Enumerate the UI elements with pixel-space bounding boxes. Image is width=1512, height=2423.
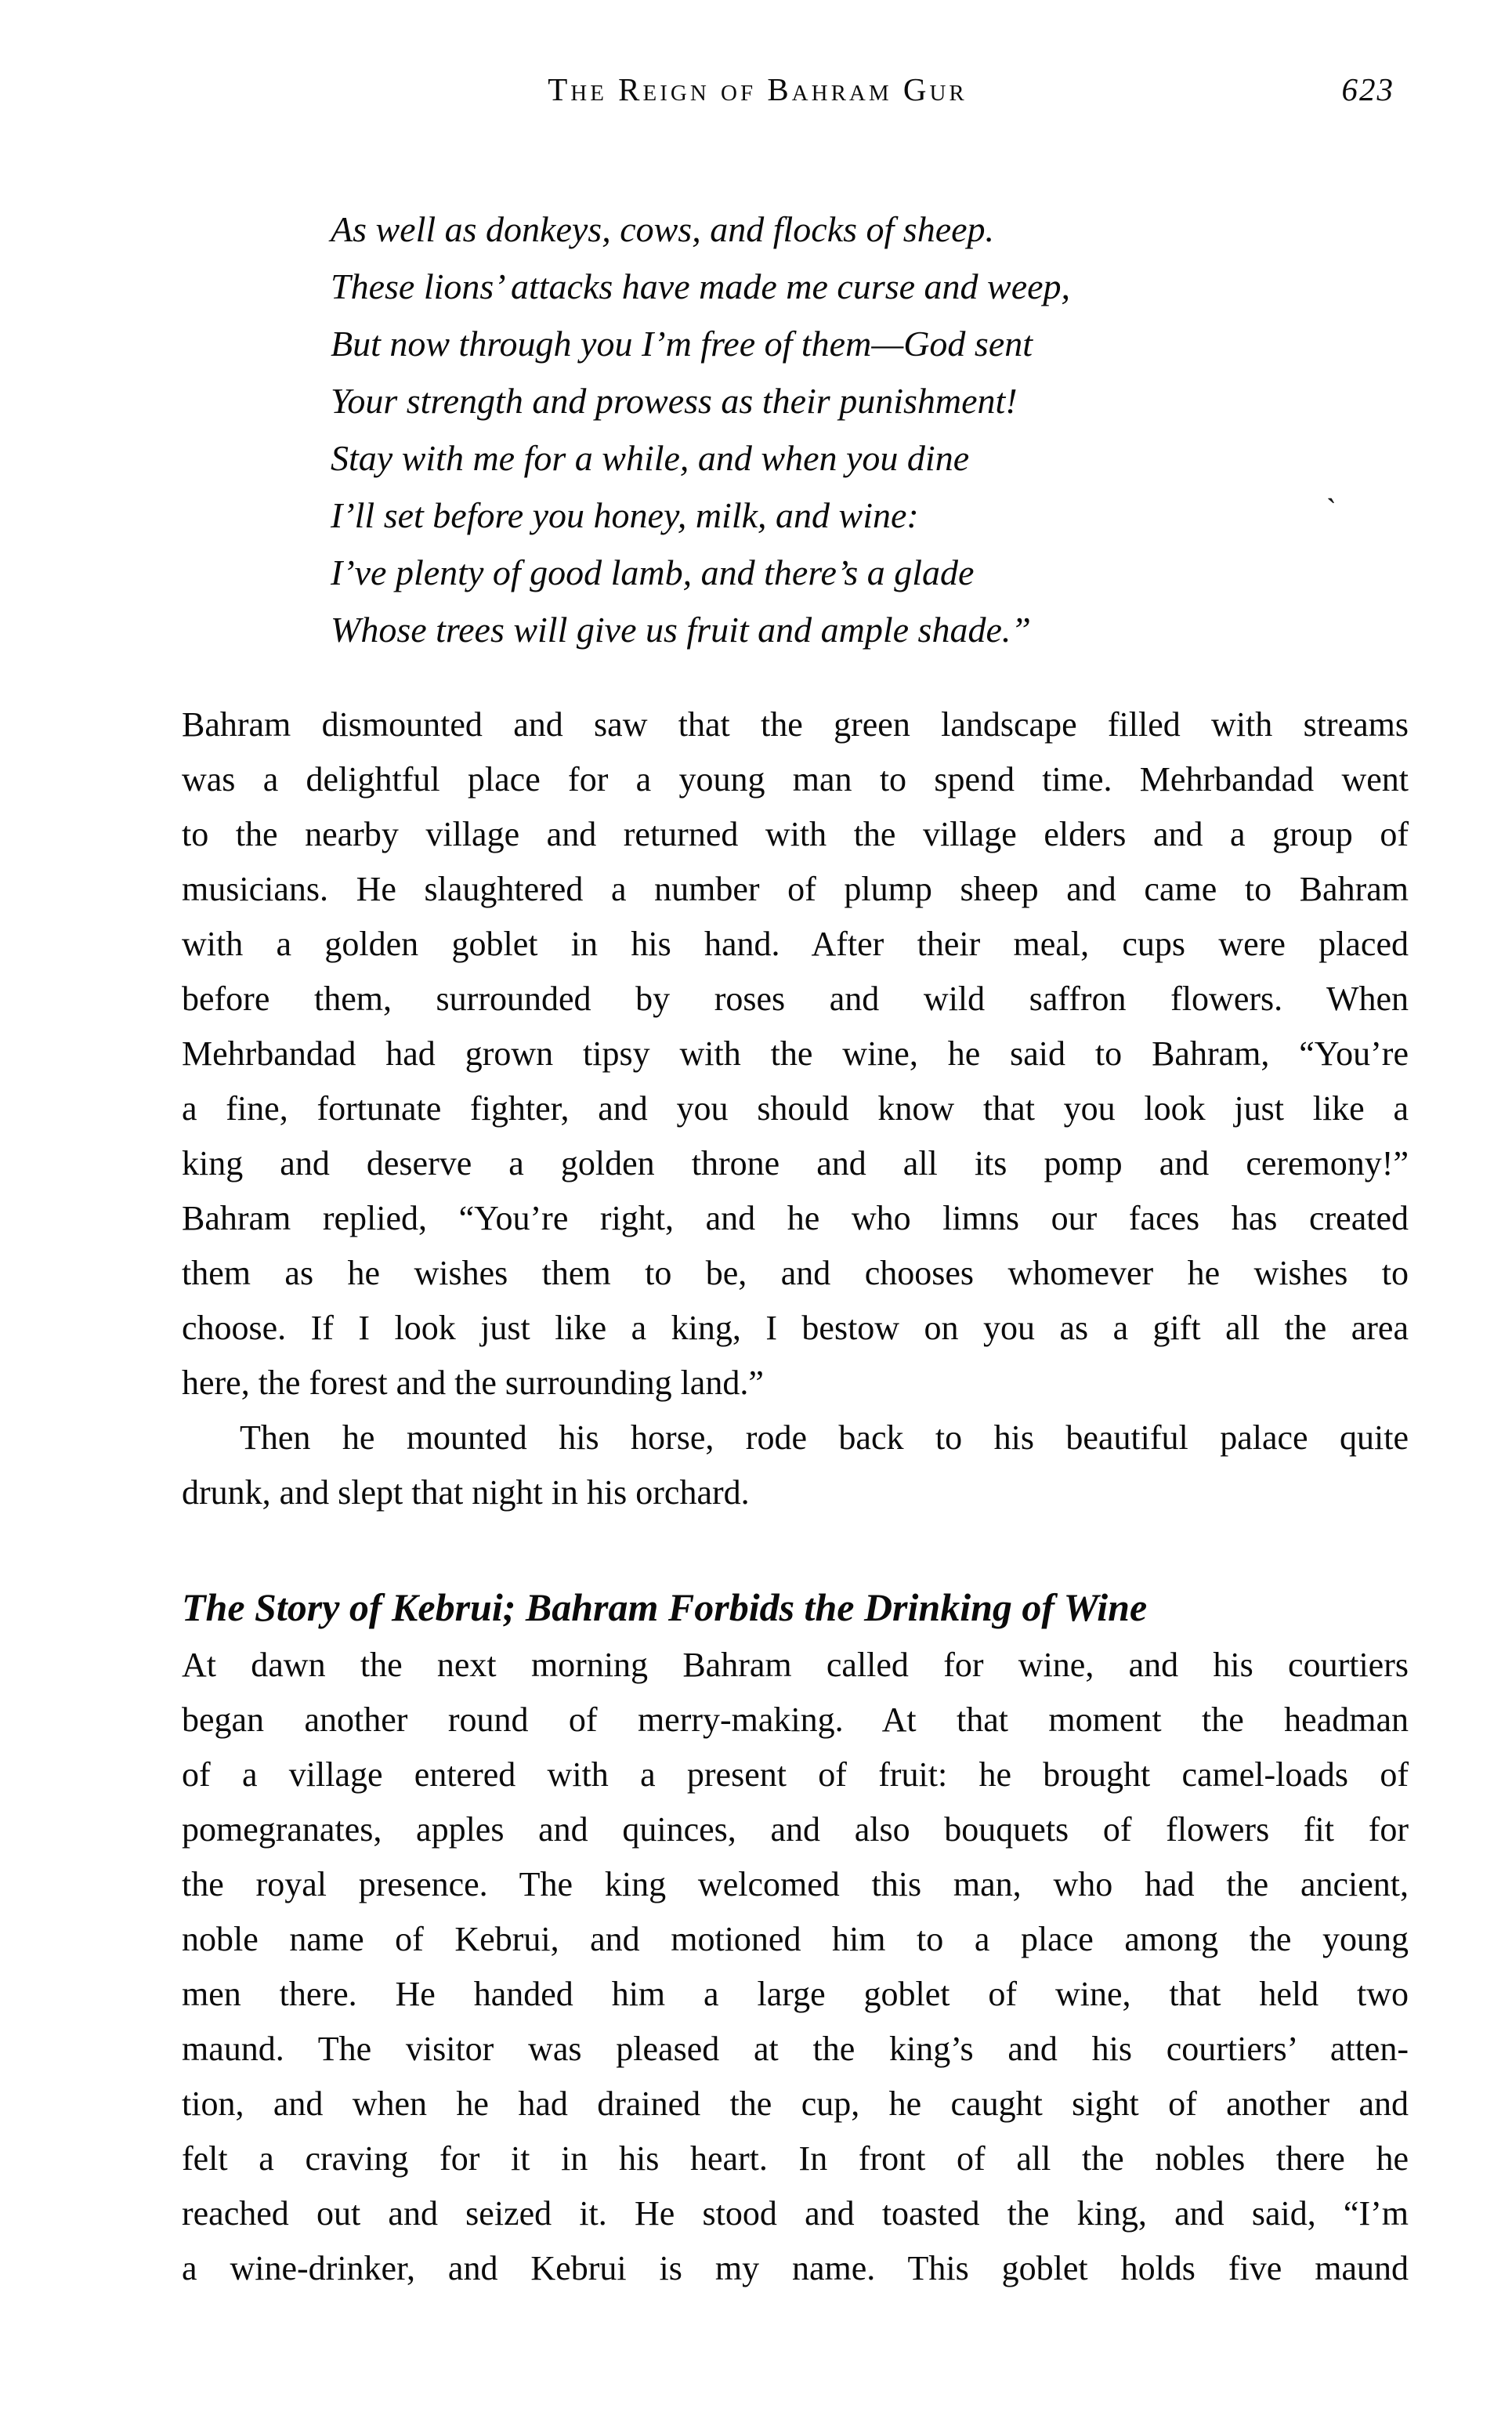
verse-line: I’ll set before you honey, milk, and wine:: [331, 495, 919, 535]
text-line: Bahram dismounted and saw that the green landscape filled with streams: [182, 705, 1409, 744]
print-artifact-mark: ˋ: [1326, 493, 1337, 529]
text-line: noble name of Kebrui, and motioned him to a place among the young: [182, 1920, 1409, 1958]
text-line: choose. If I look just like a king, I bestow on you as a gift all the area: [182, 1309, 1409, 1347]
section-heading: The Story of Kebrui; Bahram Forbids the Drinking of Wine: [182, 1585, 1148, 1629]
verse-line: Whose trees will give us fruit and ample shade.”: [331, 610, 1031, 650]
text-line: Bahram replied, “You’re right, and he who limns our faces has created: [182, 1199, 1409, 1237]
text-line: a wine-drinker, and Kebrui is my name. This goblet holds five maund: [182, 2249, 1409, 2287]
text-line: reached out and seized it. He stood and toasted the king, and said, “I’m: [182, 2194, 1409, 2233]
paragraph-block: [182, 1638, 1409, 2296]
text-line: the royal presence. The king welcomed this man, who had the ancient,: [182, 1865, 1409, 1903]
text-line: At dawn the next morning Bahram called for wine, and his courtiers: [182, 1646, 1409, 1684]
text-line: drunk, and slept that night in his orchard.: [182, 1473, 750, 1512]
text-line: Then he mounted his horse, rode back to his beautiful palace quite: [240, 1418, 1409, 1457]
text-line: maund. The visitor was pleased at the king’s and his courtiers’ atten-: [182, 2030, 1409, 2068]
text-line: tion, and when he had drained the cup, he caught sight of another and: [182, 2084, 1409, 2123]
verse-line: These lions’ attacks have made me curse and weep,: [331, 266, 1071, 306]
text-line: men there. He handed him a large goblet of wine, that held two: [182, 1975, 1409, 2013]
text-line: with a golden goblet in his hand. After their meal, cups were placed: [182, 925, 1409, 963]
text-line: to the nearby village and returned with the village elders and a group of: [182, 815, 1409, 853]
text-line: was a delightful place for a young man to spend time. Mehrbandad went: [182, 760, 1409, 799]
text-line: began another round of merry-making. At that moment the headman: [182, 1700, 1409, 1739]
text-line: king and deserve a golden throne and all its pomp and ceremony!”: [182, 1144, 1409, 1183]
verse-line: I’ve plenty of good lamb, and there’s a glade: [331, 552, 975, 592]
text-line: here, the forest and the surrounding land.”: [182, 1364, 764, 1402]
text-line: before them, surrounded by roses and wild saffron flowers. When: [182, 980, 1409, 1018]
text-line: musicians. He slaughtered a number of plump sheep and came to Bahram: [182, 870, 1409, 908]
text-line: felt a craving for it in his heart. In front of all the nobles there he: [182, 2139, 1409, 2178]
text-line: a fine, fortunate fighter, and you should know that you look just like a: [182, 1089, 1409, 1128]
text-line: of a village entered with a present of fruit: he brought camel-loads of: [182, 1755, 1409, 1794]
verse-line: As well as donkeys, cows, and flocks of sheep.: [331, 209, 995, 249]
verse-line: Your strength and prowess as their punishment!: [331, 381, 1018, 421]
verse-line: But now through you I’m free of them—God sent: [331, 324, 1033, 364]
verse-line: Stay with me for a while, and when you dine: [331, 438, 970, 478]
text-line: them as he wishes them to be, and chooses whomever he wishes to: [182, 1254, 1409, 1292]
running-header: The Reign of Bahram Gur: [548, 71, 968, 107]
paragraph-block: [182, 697, 1409, 1520]
verse-block: [331, 201, 1070, 658]
text-line: pomegranates, apples and quinces, and also bouquets of flowers fit for: [182, 1810, 1409, 1849]
page-number: 623: [1341, 71, 1394, 107]
text-line: Mehrbandad had grown tipsy with the wine, he said to Bahram, “You’re: [182, 1034, 1409, 1073]
